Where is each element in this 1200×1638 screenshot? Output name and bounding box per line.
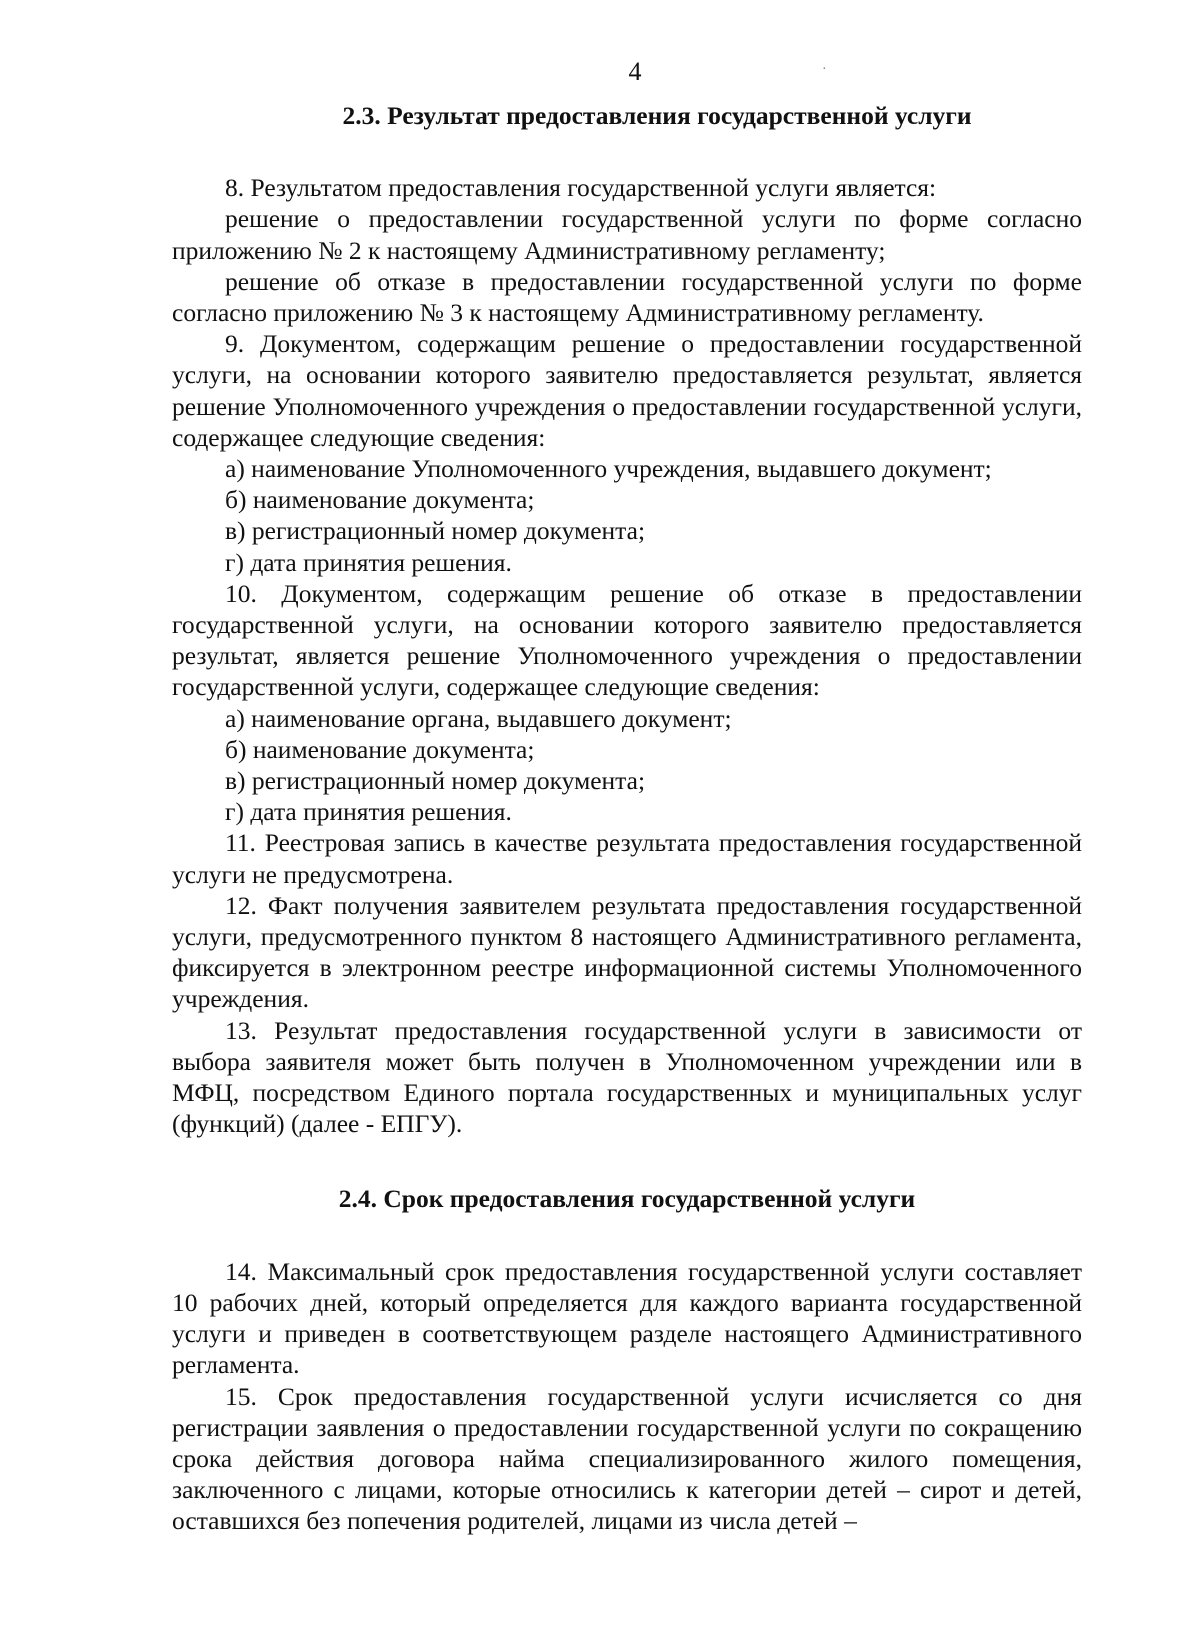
- spacer: [172, 1214, 1082, 1256]
- list-item: г) дата принятия решения.: [225, 547, 512, 577]
- list-item: б) наименование документа;: [225, 485, 535, 515]
- section-heading-2-3: 2.3. Результат предоставления государственной услуги: [342, 101, 972, 130]
- paragraph: 11. Реестровая запись в качестве результата предоставления государственной услуги не предусмотрена.: [172, 828, 1082, 889]
- paragraph: 13. Результат предоставления государственной услуги в зависимости от выбора заявителя может быть получен в Уполномоченном учреждении или в МФЦ, посредством Единого портала государственных и муниципальных услуг (функций) (далее - ЕПГУ).: [172, 1015, 1082, 1139]
- list-item: а) наименование Уполномоченного учреждения, выдавшего документ;: [225, 454, 992, 484]
- paragraph: 9. Документом, содержащим решение о предоставлении государственной услуги, на основании которого заявителю предоставляется результат, является решение Уполномоченного учреждения о предоставлении государственной услуги, содержащее следующие сведения:: [172, 329, 1082, 452]
- paragraph: 12. Факт получения заявителем результата предоставления государственной услуги, предусмотренного пунктом 8 настоящего Административного регламента, фиксируется в электронном реестре информационной системы Уполномоченного учреждения.: [172, 890, 1082, 1014]
- list-item: г) дата принятия решения.: [225, 797, 512, 827]
- paragraph: 14. Максимальный срок предоставления государственной услуги составляет 10 рабочих дней, который определяется для каждого варианта государственной услуги и приведен в соответствующем разделе настоящего Административного регламента.: [172, 1256, 1082, 1380]
- spacer: [172, 131, 1082, 172]
- section-heading-2-4: 2.4. Срок предоставления государственной услуги: [338, 1183, 916, 1213]
- list-item: в) регистрационный номер документа;: [225, 516, 646, 546]
- page-number: 4: [628, 57, 642, 86]
- paragraph: решение о предоставлении государственной услуги по форме согласно приложению № 2 к настоящему Административному регламенту;: [172, 204, 1082, 265]
- paragraph: 10. Документом, содержащим решение об отказе в предоставлении государственной услуги, на основании которого заявителю предоставляется результат, является решение Уполномоченного учреждения о предоставлении государственной услуги, содержащее следующие сведения:: [172, 578, 1082, 702]
- paragraph: 8. Результатом предоставления государственной услуги является:: [225, 173, 937, 203]
- paragraph: 15. Срок предоставления государственной услуги исчисляется со дня регистрации заявления о предоставлении государственной услуги по сокращению срока действия договора найма специализированного жилого помещения, заключенного с лицами, которые относились к категории детей – сирот и детей, оставшихся без попечения родителей, лицами из числа детей –: [172, 1381, 1082, 1536]
- scan-speck: ·: [822, 62, 827, 77]
- list-item: б) наименование документа;: [225, 734, 535, 764]
- list-item: а) наименование органа, выдавшего документ;: [225, 703, 732, 733]
- spacer: [172, 1140, 1082, 1183]
- document-body: [172, 100, 1082, 1537]
- list-item: в) регистрационный номер документа;: [225, 766, 646, 796]
- paragraph: решение об отказе в предоставлении государственной услуги по форме согласно приложению № 3 к настоящему Административному регламенту.: [172, 266, 1082, 328]
